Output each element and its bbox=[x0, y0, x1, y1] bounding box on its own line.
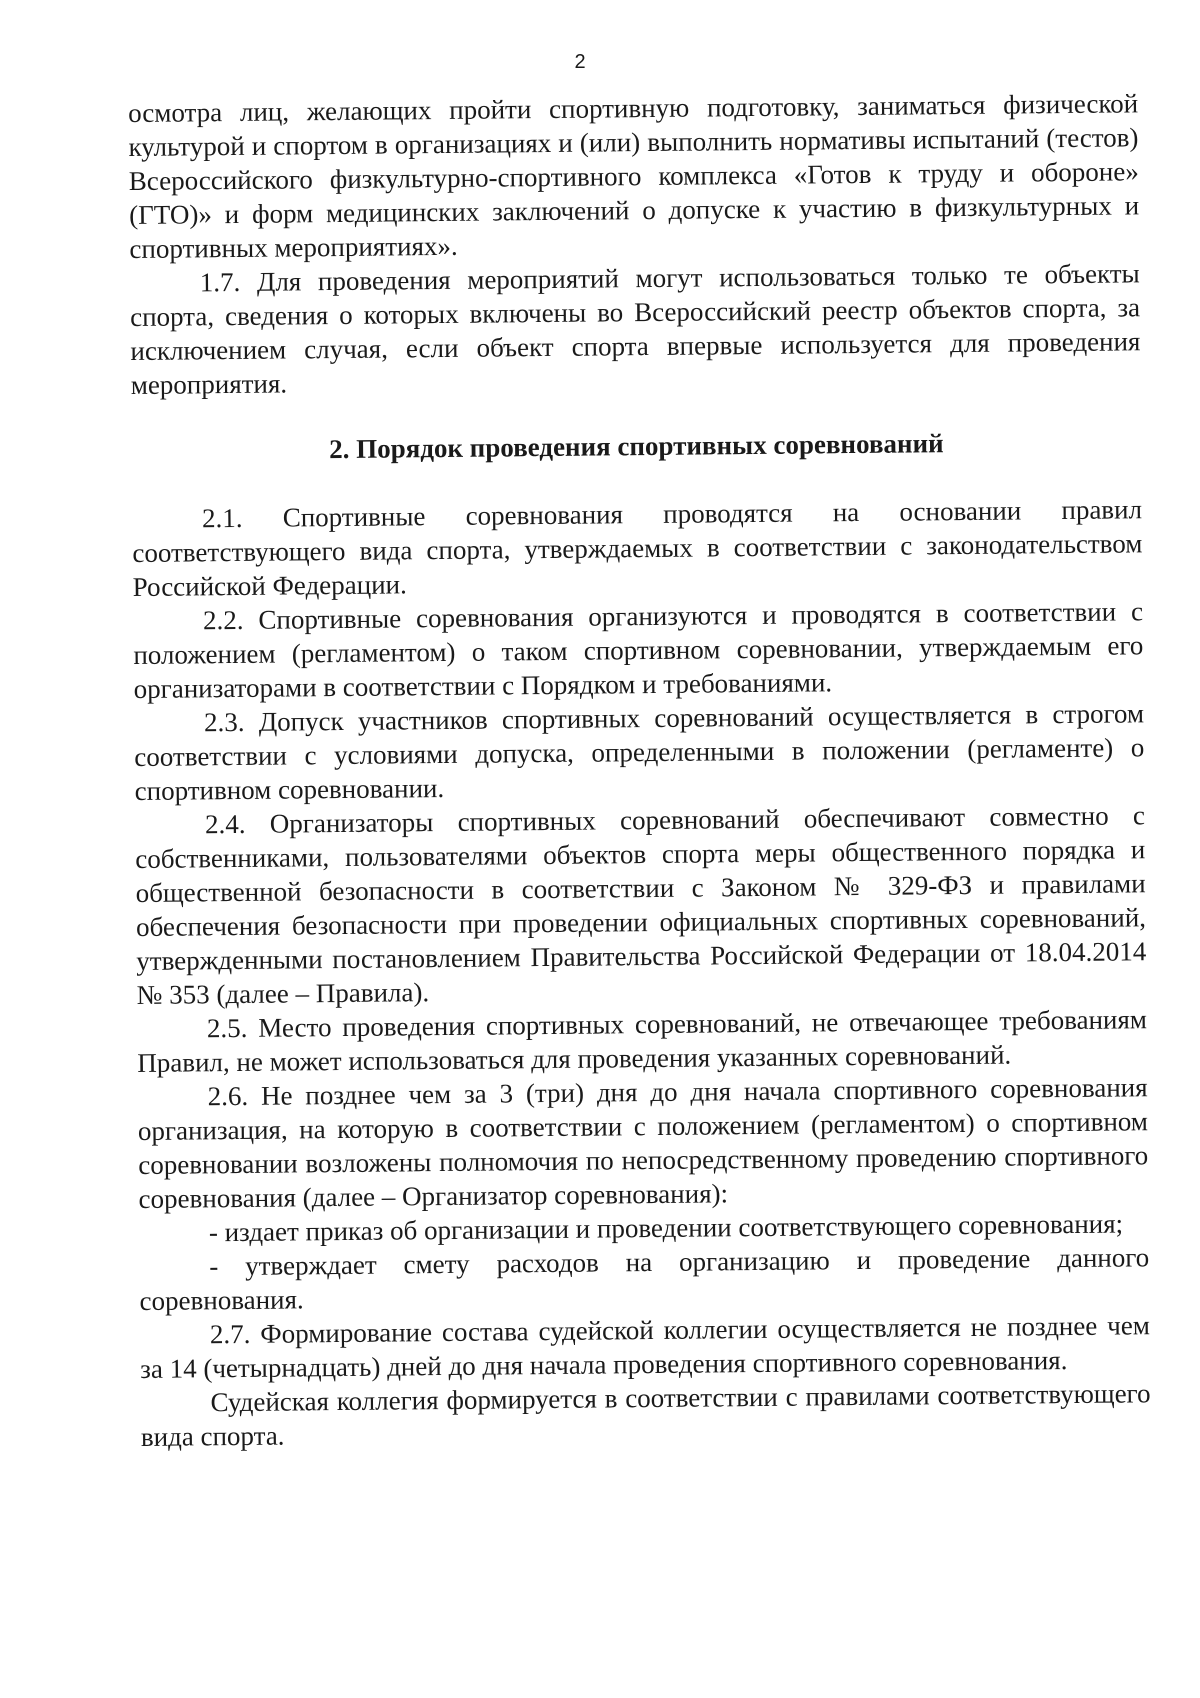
paragraph-2-4: 2.4. Организаторы спортивных соревнований обеспечивают совместно с собственниками, пользователями объектов спорта меры общественного порядка и общественной безопасности в соответствии с Законом № 329-ФЗ и правилами обеспечения безопасности при проведении официальных спортивных соревнований, утвержденными постановлением Правительства Российской Федерации от 18.04.2014 № 353 (далее – Правила). bbox=[135, 800, 1147, 1010]
list-item-order: - издает приказ об организации и проведении соответствующего соревнования; bbox=[208, 1208, 1124, 1248]
paragraph-2-3: 2.3. Допуск участников спортивных соревнований осуществляется в строгом соответствии с условиями допуска, определенными в положении (регламенте) о спортивном соревновании. bbox=[134, 698, 1145, 806]
paragraph-2-6: 2.6. Не позднее чем за 3 (три) дня до дня начала спортивного соревнования организация, на которую в соответствии с положением (регламентом) о спортивном соревновании возложены полномочия по непосредственному проведению спортивного соревнования (далее – Организатор соревнования): bbox=[137, 1072, 1149, 1214]
paragraph-judges: Судейская коллегия формируется в соответствии с правилами соответствующего вида спорта. bbox=[140, 1378, 1151, 1452]
document-body bbox=[128, 86, 1151, 1454]
paragraph-2-5: 2.5. Место проведения спортивных соревнований, не отвечающее требованиям Правил, не может использоваться для проведения указанных соревнований. bbox=[137, 1004, 1148, 1078]
paragraph-1-7: 1.7. Для проведения мероприятий могут использоваться только те объекты спорта, сведения о которых включены во Всероссийский реестр объектов спорта, за исключением случая, если объект спорта впервые используется для проведения мероприятия. bbox=[129, 258, 1141, 400]
intro-paragraph: осмотра лиц, желающих пройти спортивную подготовку, заниматься физической культурой и спортом в организациях и (или) выполнить нормативы испытаний (тестов) Всероссийского физкультурно-спортивного комплекса «Готов к труду и обороне» (ГТО)» и форм медицинских заключений о допуске к участию в физкультурных и спортивных мероприятиях». bbox=[128, 88, 1140, 264]
section-heading: 2. Порядок проведения спортивных соревнований bbox=[328, 428, 944, 465]
list-item-budget: - утверждает смету расходов на организацию и проведение данного соревнования. bbox=[139, 1242, 1150, 1316]
page-number: 2 bbox=[574, 51, 586, 73]
paragraph-2-7: 2.7. Формирование состава судейской коллегии осуществляется не позднее чем за 14 (четырнадцать) дней до дня начала проведения спортивного соревнования. bbox=[140, 1310, 1150, 1384]
paragraph-2-1: 2.1. Спортивные соревнования проводятся на основании правил соответствующего вида спорта, утверждаемых в соответствии с законодательством Российской Федерации. bbox=[132, 494, 1143, 602]
paragraph-2-2: 2.2. Спортивные соревнования организуются и проводятся в соответствии с положением (регламентом) о таком спортивном соревновании, утверждаемым его организаторами в соответствии с Порядком и требованиями. bbox=[133, 596, 1144, 704]
